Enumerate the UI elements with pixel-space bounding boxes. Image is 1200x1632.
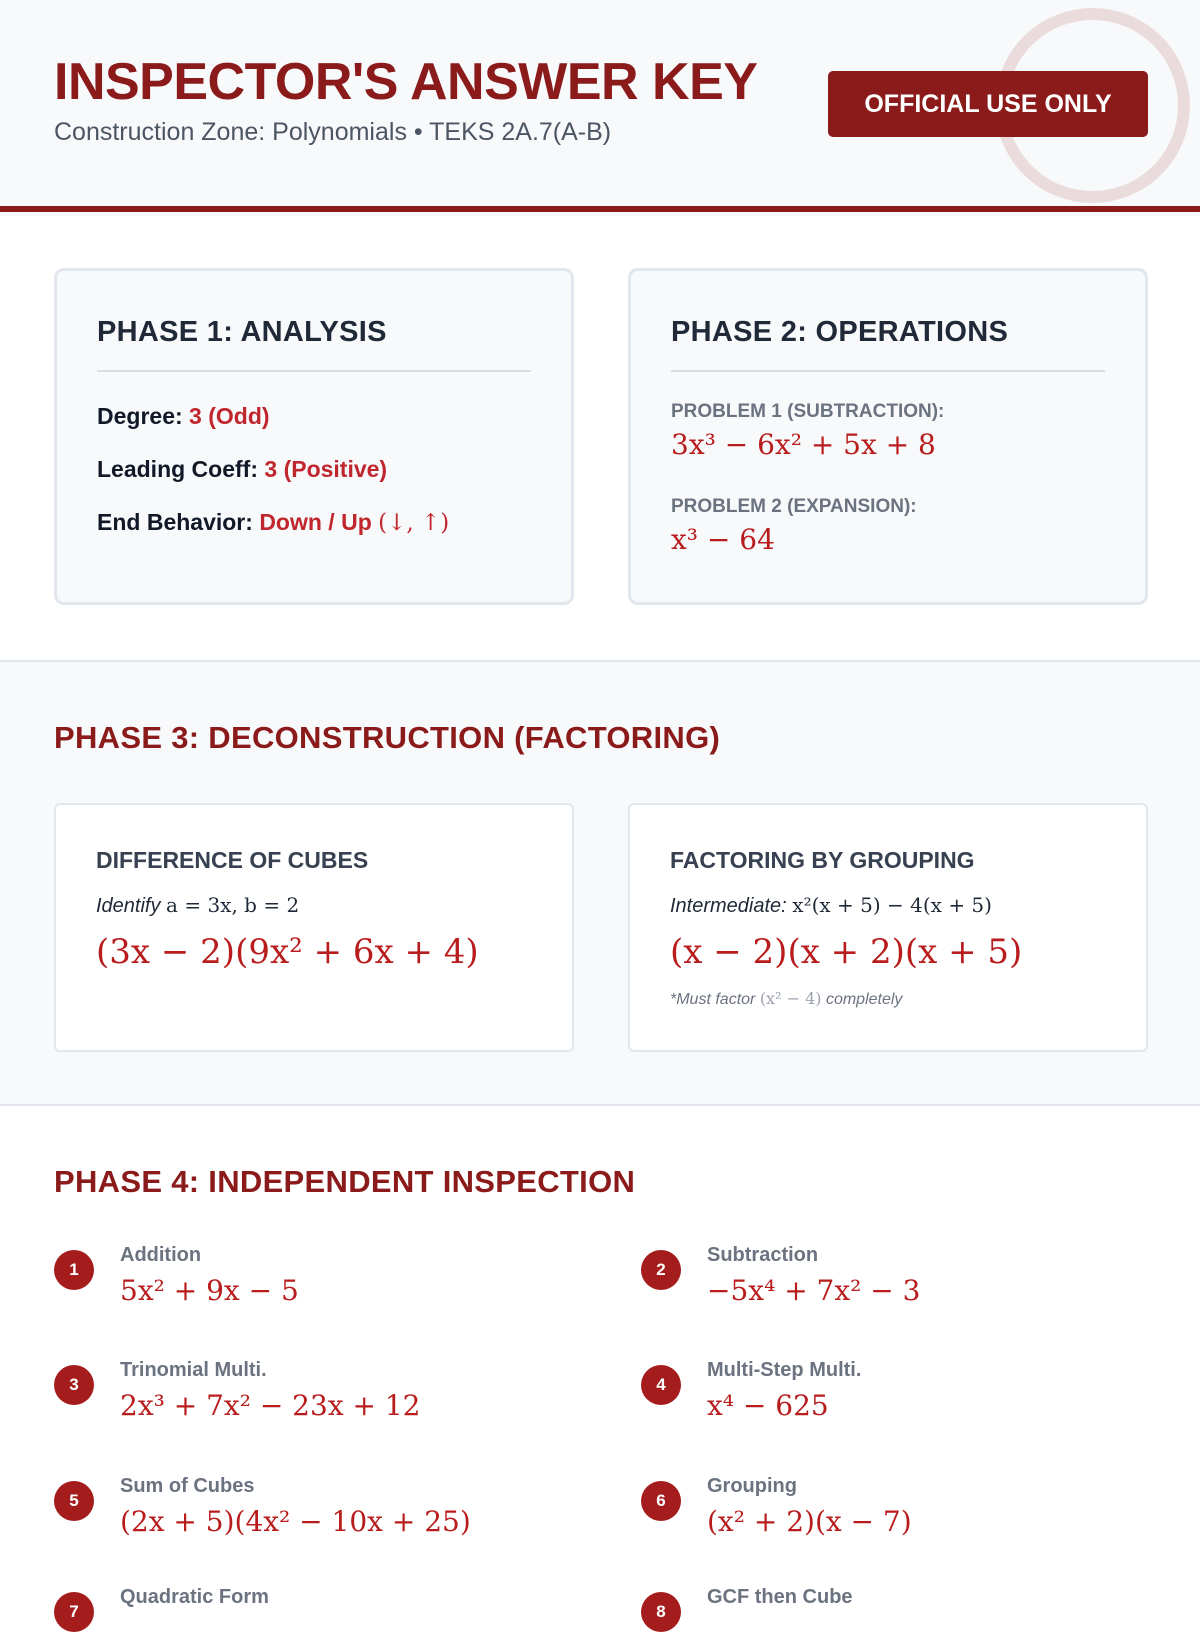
item-label: Sum of Cubes <box>120 1475 255 1497</box>
grouping-footnote <box>670 989 902 1009</box>
item-answer: 2x³ + 7x² − 23x + 12 <box>120 1389 421 1422</box>
leading-coeff-label: Leading Coeff: <box>97 456 258 482</box>
problem2-answer: x³ − 64 <box>671 523 775 556</box>
page-subtitle: Construction Zone: Polynomials • TEKS 2A.7(A-B) <box>54 118 612 146</box>
item-label: Multi-Step Multi. <box>707 1359 862 1381</box>
end-behavior-arrows: (↓, ↑) <box>378 510 450 536</box>
leading-coeff-row <box>97 456 387 483</box>
degree-label: Degree: <box>97 403 183 429</box>
intermediate-math: x²(x + 5) − 4(x + 5) <box>792 893 992 917</box>
item-number-badge: 7 <box>54 1592 94 1632</box>
phase3-title: PHASE 3: DECONSTRUCTION (FACTORING) <box>54 720 721 755</box>
grouping-note <box>670 893 992 918</box>
phase2-card <box>628 268 1148 605</box>
difference-of-cubes-answer: (3x − 2)(9x² + 6x + 4) <box>96 932 479 972</box>
difference-of-cubes-note <box>96 893 299 918</box>
item-label: Addition <box>120 1244 202 1266</box>
intermediate-label: Intermediate: <box>670 895 787 917</box>
item-number-badge: 2 <box>641 1250 681 1290</box>
difference-of-cubes-title: DIFFERENCE OF CUBES <box>96 847 369 873</box>
item-number-badge: 8 <box>641 1592 681 1632</box>
header-divider <box>0 206 1200 212</box>
item-label: Quadratic Form <box>120 1586 269 1608</box>
phase2-title: PHASE 2: OPERATIONS <box>671 316 1009 348</box>
end-behavior-label: End Behavior: <box>97 509 253 535</box>
phase1-divider <box>97 370 531 372</box>
identify-label: Identify <box>96 895 161 917</box>
footnote-pre: *Must factor <box>670 991 756 1008</box>
leading-coeff-value: 3 (Positive) <box>264 456 388 482</box>
phase1-card <box>54 268 574 605</box>
item-answer: (x² + 2)(x − 7) <box>707 1505 912 1538</box>
page-title: INSPECTOR'S ANSWER KEY <box>54 53 758 111</box>
item-label: Grouping <box>707 1475 797 1497</box>
grouping-card <box>628 803 1148 1052</box>
grouping-answer: (x − 2)(x + 2)(x + 5) <box>670 932 1023 972</box>
item-number-badge: 4 <box>641 1365 681 1405</box>
problem1-label: PROBLEM 1 (SUBTRACTION): <box>671 401 945 422</box>
item-answer: 5x² + 9x − 5 <box>120 1274 299 1307</box>
item-number-badge: 3 <box>54 1365 94 1405</box>
footnote-math: (x² − 4) <box>759 989 822 1008</box>
item-label: GCF then Cube <box>707 1586 853 1608</box>
item-label: Trinomial Multi. <box>120 1359 267 1381</box>
item-number-badge: 6 <box>641 1481 681 1521</box>
official-use-badge: OFFICIAL USE ONLY <box>828 71 1148 137</box>
end-behavior-row <box>97 509 449 536</box>
identify-math: a = 3x, b = 2 <box>166 893 300 917</box>
phase1-title: PHASE 1: ANALYSIS <box>97 316 387 348</box>
phase3-section <box>0 660 1200 1106</box>
grouping-title: FACTORING BY GROUPING <box>670 847 975 873</box>
problem2-label: PROBLEM 2 (EXPANSION): <box>671 496 917 517</box>
item-label: Subtraction <box>707 1244 819 1266</box>
phase2-divider <box>671 370 1105 372</box>
difference-of-cubes-card <box>54 803 574 1052</box>
item-answer: x⁴ − 625 <box>707 1389 829 1422</box>
degree-value: 3 (Odd) <box>189 403 270 429</box>
item-answer: −5x⁴ + 7x² − 3 <box>707 1274 921 1307</box>
page-header <box>0 0 1200 216</box>
degree-row <box>97 403 270 430</box>
item-number-badge: 1 <box>54 1250 94 1290</box>
phase4-title: PHASE 4: INDEPENDENT INSPECTION <box>54 1164 636 1199</box>
end-behavior-value: Down / Up <box>259 509 372 535</box>
footnote-post: completely <box>825 991 903 1008</box>
item-answer: (2x + 5)(4x² − 10x + 25) <box>120 1505 471 1538</box>
item-number-badge: 5 <box>54 1481 94 1521</box>
problem1-answer: 3x³ − 6x² + 5x + 8 <box>671 428 936 461</box>
